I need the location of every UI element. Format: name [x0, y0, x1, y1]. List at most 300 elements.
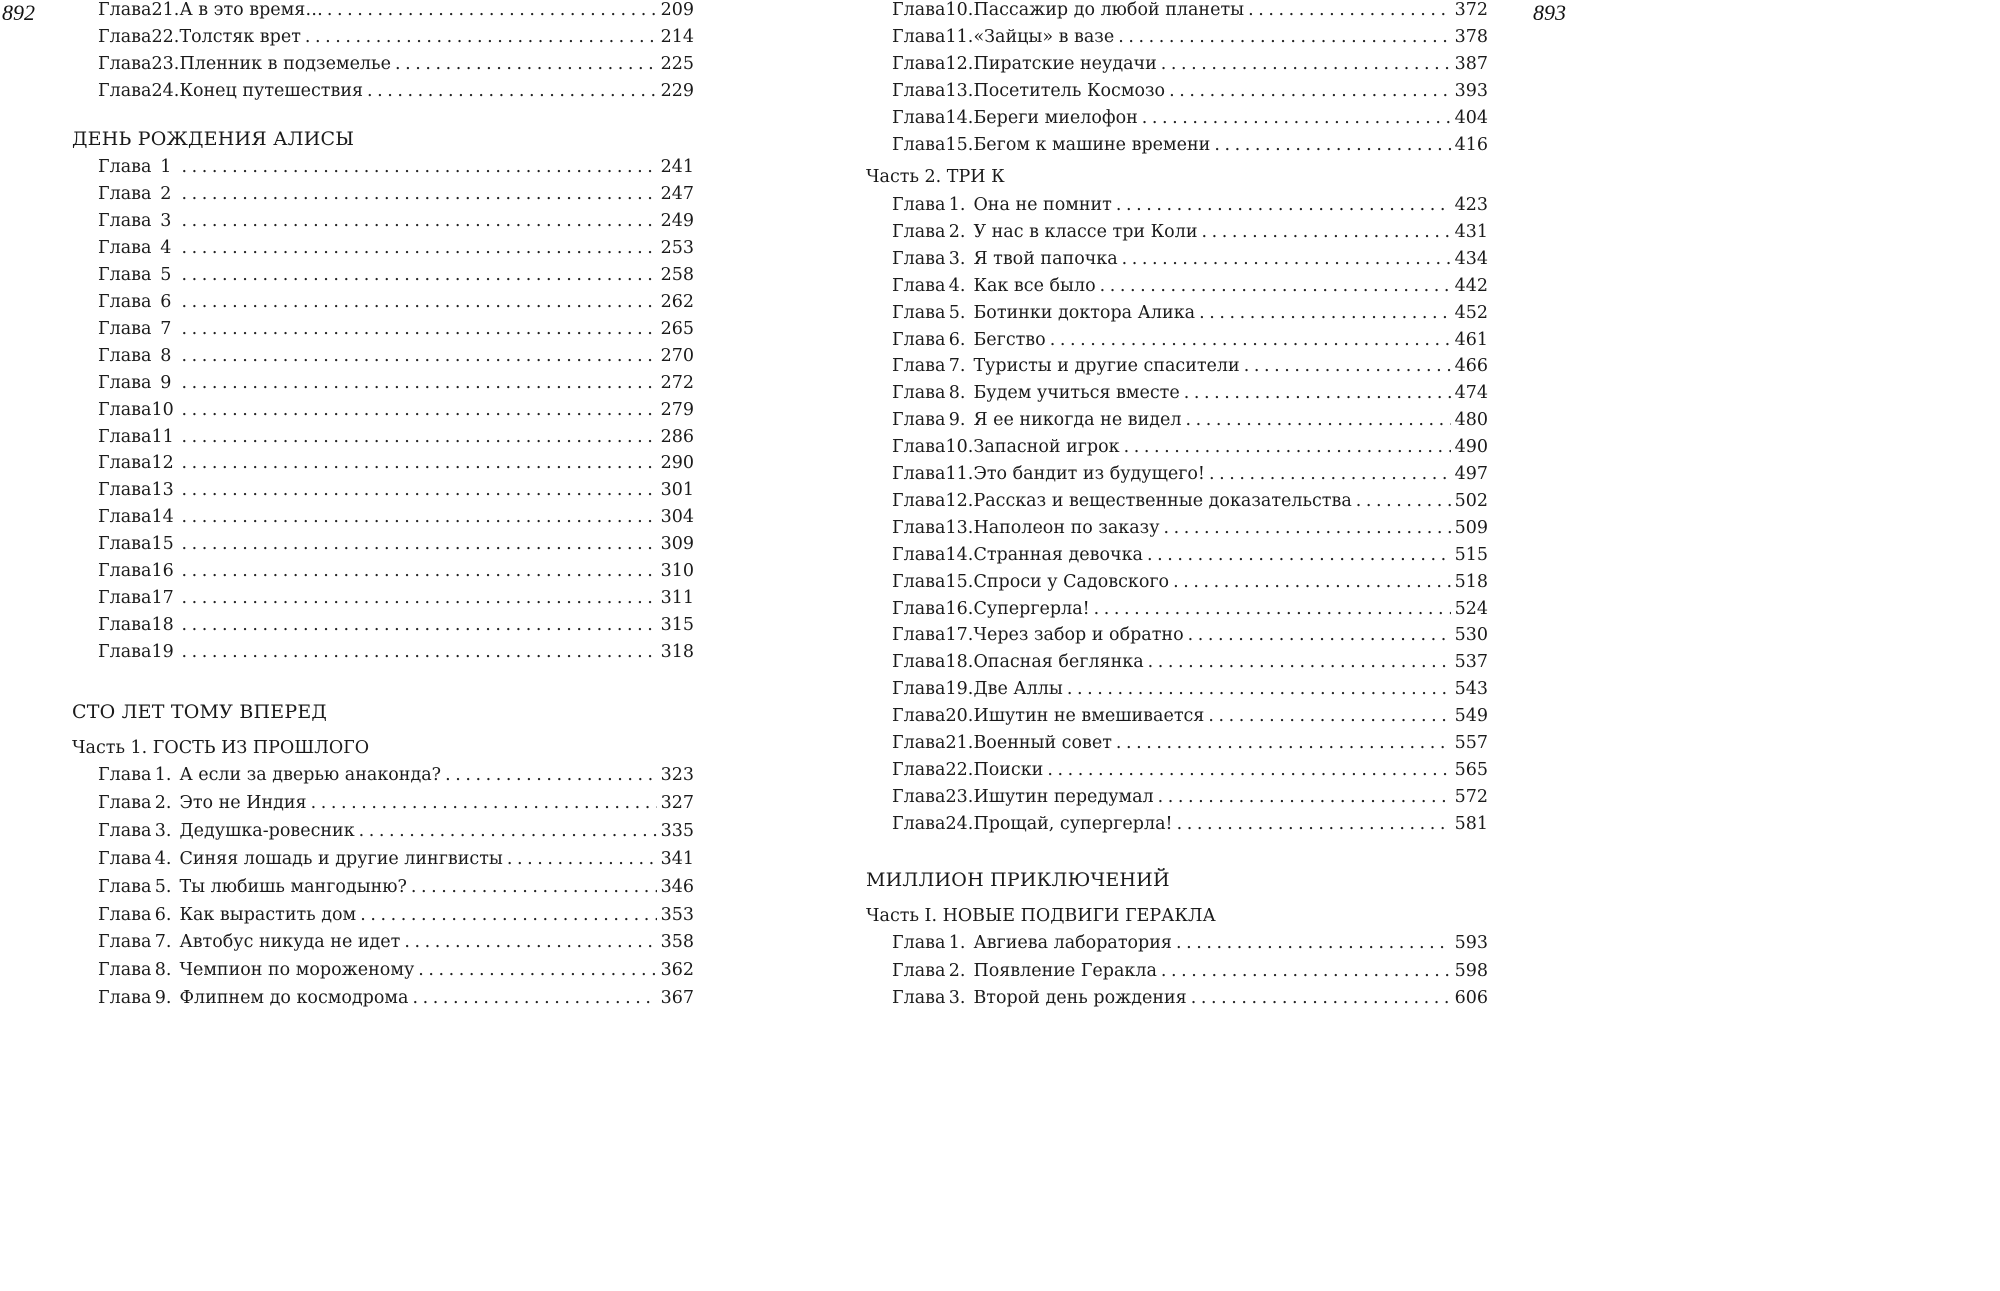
toc-entry: [892, 652, 1488, 672]
chapter-title: Рассказ и вещественные доказательства: [973, 490, 1352, 511]
dot-leader: [1208, 706, 1450, 726]
chapter-title: А если за дверью анаконда?: [179, 765, 442, 785]
chapter-label: Глава: [98, 960, 152, 981]
dot-leader: [1158, 787, 1451, 807]
chapter-label: Глава: [892, 356, 946, 377]
dot-leader: [1356, 491, 1451, 511]
chapter-label: Глава: [98, 183, 152, 204]
chapter-number: 9: [160, 372, 172, 393]
toc-entry: [892, 491, 1488, 511]
chapter-number: 3.: [948, 988, 966, 1008]
toc-entry: [98, 793, 694, 813]
chapter-number: 6.: [154, 904, 172, 925]
toc-entry: [892, 988, 1488, 1008]
toc-entry: [892, 195, 1488, 215]
chapter-title: Военный совет: [973, 733, 1112, 753]
page-ref: 353: [660, 904, 694, 925]
toc-entry: [892, 787, 1488, 807]
page-ref: 258: [660, 264, 694, 285]
chapter-title: Пиратские неудачи: [973, 53, 1157, 74]
chapter-title: Две Аллы: [973, 679, 1063, 700]
chapter-title: Это бандит из будущего!: [973, 464, 1205, 484]
chapter-label: Глава: [98, 237, 152, 258]
page-ref: 372: [1454, 0, 1488, 20]
dot-leader: [1177, 814, 1451, 834]
page-ref: 279: [660, 399, 694, 420]
dot-leader: [1199, 303, 1451, 323]
chapter-label: Глава: [892, 571, 946, 592]
toc-entry: [98, 765, 694, 785]
toc-entry: [892, 437, 1488, 457]
dot-leader: [181, 480, 656, 500]
chapter-number: 14.: [945, 107, 974, 128]
dot-leader: [181, 400, 656, 420]
page-ref: 557: [1454, 733, 1488, 753]
dot-leader: [411, 877, 657, 897]
chapter-title: Бегом к машине времени: [973, 134, 1211, 155]
chapter-label: Глава: [892, 625, 946, 646]
page-ref: 318: [660, 642, 694, 663]
chapter-label: Глава: [98, 642, 152, 663]
dot-leader: [1124, 437, 1451, 457]
chapter-label: Глава: [892, 383, 946, 404]
dot-leader: [445, 765, 657, 785]
page-ref: 367: [660, 988, 694, 1009]
chapter-number: 3.: [948, 248, 966, 269]
dot-leader: [1184, 383, 1451, 403]
page-ref: 474: [1454, 383, 1488, 404]
page-ref: 358: [660, 932, 694, 953]
chapter-number: 2.: [948, 221, 966, 242]
page-ref: 480: [1454, 410, 1488, 431]
page-ref: 311: [660, 588, 694, 609]
chapter-number: 21.: [151, 0, 180, 20]
page-ref: 362: [660, 960, 694, 981]
page-ref: 431: [1454, 221, 1488, 242]
chapter-number: 7.: [948, 356, 966, 377]
chapter-title: Запасной игрок: [973, 437, 1120, 458]
dot-leader: [1161, 961, 1451, 981]
toc-entry: [98, 265, 694, 285]
chapter-title: Пленник в подземелье: [179, 54, 391, 74]
chapter-number: 8: [160, 345, 172, 366]
chapter-title: Через забор и обратно: [973, 625, 1184, 646]
page-ref: 290: [660, 453, 694, 474]
chapter-number: 3.: [154, 820, 172, 841]
chapter-label: Глава: [892, 679, 946, 700]
dot-leader: [1244, 356, 1451, 376]
dot-leader: [1214, 135, 1450, 155]
page-ref: 253: [660, 237, 694, 258]
toc-entry: [98, 54, 694, 74]
chapter-number: 10.: [945, 0, 974, 20]
dot-leader: [181, 534, 656, 554]
page-ref: 423: [1454, 195, 1488, 215]
page-ref: 335: [660, 820, 694, 841]
page-ref: 543: [1454, 679, 1488, 700]
dot-leader: [359, 821, 657, 841]
page-ref: 549: [1454, 706, 1488, 727]
dot-leader: [360, 905, 656, 925]
chapter-label: Глава: [892, 437, 946, 458]
toc-entry: [892, 383, 1488, 403]
page-ref: 304: [660, 507, 694, 528]
toc-entry: [892, 356, 1488, 376]
page-ref: 461: [1454, 329, 1488, 350]
chapter-label: Глава: [98, 264, 152, 285]
chapter-number: 22.: [151, 27, 180, 47]
toc-entry: [98, 507, 694, 527]
page-ref: 323: [660, 765, 694, 785]
page-ref: 262: [660, 291, 694, 312]
page-ref: 502: [1454, 490, 1488, 511]
chapter-title: Странная девочка: [973, 544, 1143, 565]
toc-entry: [98, 400, 694, 420]
chapter-number: 2.: [154, 792, 172, 813]
toc-entry: [98, 27, 694, 47]
toc-entry: [98, 588, 694, 608]
chapter-label: Глава: [98, 876, 152, 897]
chapter-label: Глава: [892, 329, 946, 350]
toc-entry: [98, 877, 694, 897]
dot-leader: [1142, 108, 1451, 128]
dot-leader: [1161, 54, 1451, 74]
chapter-title: Наполеон по заказу: [973, 517, 1160, 538]
chapter-label: Глава: [98, 27, 152, 47]
dot-leader: [507, 849, 657, 869]
page-ref: 214: [660, 27, 694, 47]
dot-leader: [181, 265, 656, 285]
chapter-number: 9.: [948, 410, 966, 431]
page-ref: 565: [1454, 759, 1488, 780]
dot-leader: [404, 932, 656, 952]
chapter-title: Ботинки доктора Алика: [973, 302, 1196, 323]
chapter-title: Спроси у Садовского: [973, 571, 1170, 592]
page-ref: 301: [660, 480, 694, 501]
chapter-number: 24.: [151, 81, 180, 101]
toc-entry: [892, 303, 1488, 323]
chapter-label: Глава: [98, 372, 152, 393]
page-ref: 524: [1454, 598, 1488, 619]
book-title: МИЛЛИОН ПРИКЛЮЧЕНИЙ: [866, 869, 1170, 891]
toc-entry: [892, 135, 1488, 155]
dot-leader: [181, 642, 656, 662]
dot-leader: [1067, 679, 1451, 699]
page-ref: 515: [1454, 544, 1488, 565]
chapter-label: Глава: [892, 813, 946, 834]
chapter-number: 16: [151, 561, 174, 582]
dot-leader: [181, 292, 656, 312]
chapter-label: Глава: [98, 291, 152, 312]
toc-entry: [98, 561, 694, 581]
chapter-label: Глава: [892, 195, 946, 215]
chapter-title: Береги миелофон: [973, 107, 1138, 128]
book-title: ДЕНЬ РОЖДЕНИЯ АЛИСЫ: [72, 128, 355, 150]
chapter-number: 3: [160, 210, 172, 231]
chapter-label: Глава: [98, 932, 152, 953]
chapter-number: 19: [151, 642, 174, 663]
chapter-number: 23.: [151, 54, 180, 74]
chapter-title: Синяя лошадь и другие лингвисты: [179, 848, 503, 869]
page-ref: 272: [660, 372, 694, 393]
chapter-title: Толстяк врет: [179, 27, 301, 47]
toc-entry: [892, 464, 1488, 484]
chapter-number: 15.: [945, 134, 974, 155]
chapter-label: Глава: [892, 733, 946, 753]
page-ref: 606: [1454, 988, 1488, 1008]
toc-entry: [98, 988, 694, 1008]
chapter-number: 19.: [945, 679, 974, 700]
chapter-number: 1: [160, 157, 172, 177]
chapter-label: Глава: [892, 490, 946, 511]
chapter-title: У нас в классе три Коли: [973, 221, 1198, 242]
chapter-title: Ишутин не вмешивается: [973, 706, 1205, 727]
dot-leader: [395, 54, 657, 74]
chapter-title: Появление Геракла: [973, 960, 1157, 981]
toc-entry: [98, 960, 694, 980]
toc-entry: [892, 81, 1488, 101]
chapter-number: 5.: [948, 302, 966, 323]
dot-leader: [1202, 222, 1451, 242]
toc-entry: [98, 319, 694, 339]
dot-leader: [367, 81, 657, 101]
chapter-number: 8.: [154, 960, 172, 981]
chapter-label: Глава: [98, 157, 152, 177]
page-ref: 509: [1454, 517, 1488, 538]
chapter-number: 20.: [945, 706, 974, 727]
chapter-title: Туристы и другие спасители: [973, 356, 1240, 377]
chapter-title: Как вырастить дом: [179, 904, 357, 925]
part-title: Часть I. НОВЫЕ ПОДВИГИ ГЕРАКЛА: [866, 906, 1216, 926]
dot-leader: [1186, 410, 1451, 430]
chapter-label: Глава: [98, 54, 152, 74]
chapter-number: 24.: [945, 813, 974, 834]
page-ref: 309: [660, 534, 694, 555]
page-ref: 341: [660, 848, 694, 869]
toc-entry: [892, 249, 1488, 269]
page-ref: 518: [1454, 571, 1488, 592]
dot-leader: [181, 346, 656, 366]
toc-entry: [98, 821, 694, 841]
chapter-title: Второй день рождения: [973, 988, 1187, 1008]
chapter-label: Глава: [98, 588, 152, 609]
chapter-number: 1.: [948, 195, 966, 215]
toc-entry: [98, 211, 694, 231]
chapter-number: 18: [151, 615, 174, 636]
chapter-label: Глава: [892, 26, 946, 47]
toc-entry: [98, 238, 694, 258]
chapter-title: Я твой папочка: [973, 248, 1118, 269]
chapter-number: 17.: [945, 625, 974, 646]
chapter-label: Глава: [98, 765, 152, 785]
toc-entry: [892, 330, 1488, 350]
chapter-number: 11.: [945, 464, 974, 484]
dot-leader: [181, 615, 656, 635]
toc-entry: [98, 373, 694, 393]
toc-entry: [892, 222, 1488, 242]
chapter-label: Глава: [892, 464, 946, 484]
page-ref: 572: [1454, 786, 1488, 807]
dot-leader: [1148, 652, 1451, 672]
page-ref: 452: [1454, 302, 1488, 323]
chapter-label: Глава: [98, 820, 152, 841]
dot-leader: [1047, 760, 1450, 780]
chapter-number: 11.: [945, 26, 974, 47]
dot-leader: [181, 453, 656, 473]
chapter-number: 15.: [945, 571, 974, 592]
chapter-title: Она не помнит: [973, 195, 1112, 215]
chapter-label: Глава: [98, 318, 152, 339]
chapter-number: 17: [151, 588, 174, 609]
toc-entry: [892, 518, 1488, 538]
toc-entry: [98, 292, 694, 312]
chapter-label: Глава: [892, 107, 946, 128]
page-ref: 593: [1454, 933, 1488, 953]
chapter-number: 1.: [154, 765, 172, 785]
page-ref: 286: [660, 426, 694, 447]
toc-entry: [892, 410, 1488, 430]
dot-leader: [412, 988, 656, 1008]
chapter-number: 7: [160, 318, 172, 339]
toc-entry: [98, 849, 694, 869]
toc-entry: [892, 599, 1488, 619]
chapter-label: Глава: [98, 426, 152, 447]
dot-leader: [1116, 733, 1451, 753]
toc-entry: [892, 108, 1488, 128]
chapter-label: Глава: [98, 904, 152, 925]
toc-entry: [892, 679, 1488, 699]
chapter-title: Авгиева лаборатория: [973, 933, 1172, 953]
dot-leader: [1169, 81, 1451, 101]
chapter-label: Глава: [98, 210, 152, 231]
dot-leader: [181, 238, 656, 258]
page-ref: 581: [1454, 813, 1488, 834]
toc-entry: [892, 760, 1488, 780]
toc-entry: [98, 427, 694, 447]
page-ref: 497: [1454, 464, 1488, 484]
chapter-title: Как все было: [973, 275, 1096, 296]
chapter-title: Это не Индия: [179, 792, 307, 813]
page-ref: 241: [660, 157, 694, 177]
page-ref: 378: [1454, 26, 1488, 47]
dot-leader: [1116, 195, 1451, 215]
dot-leader: [327, 0, 657, 20]
chapter-number: 22.: [945, 759, 974, 780]
chapter-number: 1.: [948, 933, 966, 953]
page-ref: 537: [1454, 652, 1488, 673]
chapter-number: 18.: [945, 652, 974, 673]
dot-leader: [1122, 249, 1451, 269]
chapter-number: 14: [151, 507, 174, 528]
dot-leader: [181, 588, 656, 608]
chapter-number: 5.: [154, 876, 172, 897]
dot-leader: [1094, 599, 1451, 619]
page-ref: 249: [660, 210, 694, 231]
chapter-number: 4: [160, 237, 172, 258]
chapter-label: Глава: [98, 848, 152, 869]
page-number-left: 892: [2, 0, 35, 25]
toc-entry: [98, 905, 694, 925]
page-ref: 466: [1454, 356, 1488, 377]
chapter-number: 23.: [945, 786, 974, 807]
chapter-label: Глава: [892, 544, 946, 565]
chapter-label: Глава: [892, 275, 946, 296]
dot-leader: [1118, 27, 1450, 47]
toc-entry: [892, 933, 1488, 953]
chapter-title: Ишутин передумал: [973, 786, 1154, 807]
toc-entry: [98, 453, 694, 473]
page-ref: 442: [1454, 275, 1488, 296]
chapter-number: 10: [151, 399, 174, 420]
chapter-number: 15: [151, 534, 174, 555]
part-title: Часть 2. ТРИ К: [866, 167, 1005, 187]
toc-entry: [892, 706, 1488, 726]
page-ref: 315: [660, 615, 694, 636]
page-ref: 530: [1454, 625, 1488, 646]
chapter-title: Я ее никогда не видел: [973, 410, 1182, 431]
chapter-number: 5: [160, 264, 172, 285]
chapter-title: Посетитель Космозо: [973, 80, 1166, 101]
chapter-title: Дедушка-ровесник: [179, 820, 355, 841]
dot-leader: [1248, 0, 1451, 20]
toc-entry: [892, 54, 1488, 74]
chapter-label: Глава: [892, 517, 946, 538]
page-ref: 416: [1454, 134, 1488, 155]
chapter-number: 4.: [948, 275, 966, 296]
chapter-number: 8.: [948, 383, 966, 404]
chapter-label: Глава: [892, 53, 946, 74]
chapter-number: 21.: [945, 733, 974, 753]
dot-leader: [1176, 933, 1451, 953]
dot-leader: [181, 507, 656, 527]
chapter-label: Глава: [892, 759, 946, 780]
chapter-number: 13: [151, 480, 174, 501]
dot-leader: [305, 27, 657, 47]
dot-leader: [181, 184, 656, 204]
dot-leader: [1209, 464, 1451, 484]
dot-leader: [1173, 572, 1451, 592]
part-title: Часть 1. ГОСТЬ ИЗ ПРОШЛОГО: [72, 738, 370, 758]
chapter-number: 7.: [154, 932, 172, 953]
chapter-number: 13.: [945, 517, 974, 538]
page-ref: 490: [1454, 437, 1488, 458]
chapter-label: Глава: [892, 786, 946, 807]
chapter-label: Глава: [892, 80, 946, 101]
page-ref: 387: [1454, 53, 1488, 74]
toc-entry: [98, 346, 694, 366]
chapter-number: 11: [151, 426, 174, 447]
page-ref: 225: [660, 54, 694, 74]
dot-leader: [181, 373, 656, 393]
dot-leader: [1147, 545, 1451, 565]
chapter-label: Глава: [892, 0, 946, 20]
chapter-title: «Зайцы» в вазе: [973, 26, 1115, 47]
toc-entry: [892, 814, 1488, 834]
chapter-label: Глава: [892, 598, 946, 619]
chapter-label: Глава: [892, 134, 946, 155]
chapter-label: Глава: [98, 345, 152, 366]
chapter-title: Поиски: [973, 759, 1044, 780]
dot-leader: [181, 157, 656, 177]
chapter-label: Глава: [892, 933, 946, 953]
chapter-number: 14.: [945, 544, 974, 565]
page-ref: 265: [660, 318, 694, 339]
dot-leader: [418, 960, 656, 980]
chapter-label: Глава: [892, 410, 946, 431]
toc-entry: [98, 81, 694, 101]
dot-leader: [1191, 988, 1451, 1008]
toc-entry: [98, 534, 694, 554]
